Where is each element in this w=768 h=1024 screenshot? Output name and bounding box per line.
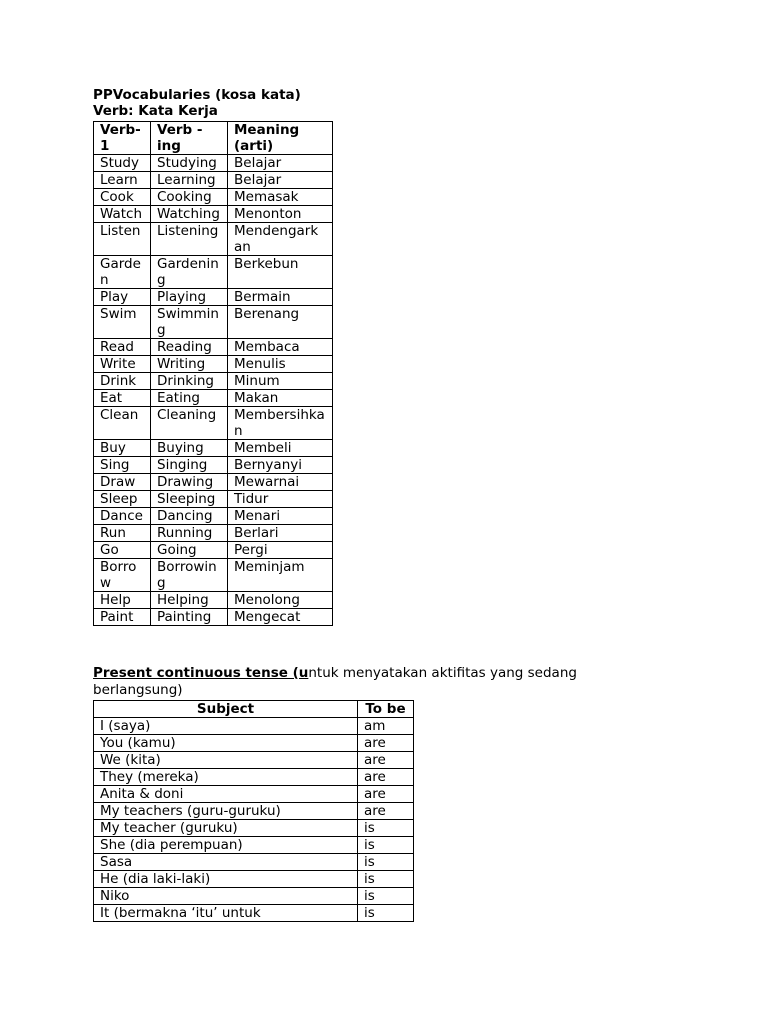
verb-ing-cell: Reading <box>151 339 228 356</box>
verb-ing-cell: Studying <box>151 155 228 172</box>
verb-ing-cell: Dancing <box>151 508 228 525</box>
meaning-cell: Makan <box>228 390 333 407</box>
table-row <box>94 735 414 752</box>
verb-base-cell: Drink <box>94 373 151 390</box>
table-row <box>94 718 414 735</box>
to-be-cell: am <box>358 718 414 735</box>
meaning-cell: Menonton <box>228 206 333 223</box>
table-row <box>94 491 333 508</box>
table-row <box>94 474 333 491</box>
verb-base-cell: Dance <box>94 508 151 525</box>
meaning-cell: Menulis <box>228 356 333 373</box>
to-be-cell: are <box>358 769 414 786</box>
to-be-cell: are <box>358 786 414 803</box>
table-row <box>94 803 414 820</box>
table-row <box>94 786 414 803</box>
meaning-cell: Menolong <box>228 592 333 609</box>
verb-ing-cell: Buying <box>151 440 228 457</box>
to-be-cell: are <box>358 803 414 820</box>
verb-base-cell: Help <box>94 592 151 609</box>
subject-cell: We (kita) <box>94 752 358 769</box>
verb-base-cell: Listen <box>94 223 151 256</box>
table-row <box>94 837 414 854</box>
subject-cell: My teacher (guruku) <box>94 820 358 837</box>
verb-ing-cell: Swimming <box>151 306 228 339</box>
table-row <box>94 407 333 440</box>
table-header-row <box>94 122 333 155</box>
verb-ing-cell: Eating <box>151 390 228 407</box>
header-subject: Subject <box>94 701 358 718</box>
table-row <box>94 339 333 356</box>
table-row <box>94 905 414 922</box>
table-row <box>94 769 414 786</box>
meaning-cell: Mewarnai <box>228 474 333 491</box>
verb-base-cell: Sing <box>94 457 151 474</box>
to-be-cell: is <box>358 888 414 905</box>
table-row <box>94 854 414 871</box>
meaning-cell: Belajar <box>228 155 333 172</box>
verb-ing-cell: Gardening <box>151 256 228 289</box>
verb-ing-cell: Playing <box>151 289 228 306</box>
subject-cell: My teachers (guru-guruku) <box>94 803 358 820</box>
verb-ing-cell: Running <box>151 525 228 542</box>
meaning-cell: Pergi <box>228 542 333 559</box>
to-be-cell: are <box>358 752 414 769</box>
table-row <box>94 508 333 525</box>
subject-cell: It (bermakna ‘itu’ untuk <box>94 905 358 922</box>
document-title: PPVocabularies (kosa kata) <box>93 87 301 103</box>
header-verb-1: Verb-1 <box>94 122 151 155</box>
table-row <box>94 373 333 390</box>
table-row <box>94 306 333 339</box>
to-be-cell: is <box>358 905 414 922</box>
table-row <box>94 440 333 457</box>
table-row <box>94 206 333 223</box>
table-row <box>94 871 414 888</box>
verb-ing-cell: Singing <box>151 457 228 474</box>
verb-base-cell: Play <box>94 289 151 306</box>
subject-cell: Niko <box>94 888 358 905</box>
table-row <box>94 888 414 905</box>
verb-base-cell: Go <box>94 542 151 559</box>
meaning-cell: Berenang <box>228 306 333 339</box>
meaning-cell: Memasak <box>228 189 333 206</box>
verb-ing-cell: Going <box>151 542 228 559</box>
to-be-cell: is <box>358 854 414 871</box>
to-be-cell: is <box>358 837 414 854</box>
subject-cell: Sasa <box>94 854 358 871</box>
header-meaning: Meaning (arti) <box>228 122 333 155</box>
table-row <box>94 390 333 407</box>
table-row <box>94 256 333 289</box>
header-to-be: To be <box>358 701 414 718</box>
verb-base-cell: Paint <box>94 609 151 626</box>
table-row <box>94 609 333 626</box>
verb-vocabulary-table <box>93 121 333 626</box>
verb-base-cell: Buy <box>94 440 151 457</box>
verb-base-cell: Read <box>94 339 151 356</box>
meaning-cell: Bermain <box>228 289 333 306</box>
verb-ing-cell: Cleaning <box>151 407 228 440</box>
meaning-cell: Tidur <box>228 491 333 508</box>
verb-base-cell: Run <box>94 525 151 542</box>
present-continuous-table <box>93 700 414 922</box>
table-row <box>94 356 333 373</box>
table-row <box>94 189 333 206</box>
meaning-cell: Membeli <box>228 440 333 457</box>
verb-base-cell: Write <box>94 356 151 373</box>
verb-ing-cell: Listening <box>151 223 228 256</box>
subject-cell: You (kamu) <box>94 735 358 752</box>
section-heading-underlined: Present continuous tense (u <box>93 665 309 681</box>
to-be-cell: are <box>358 735 414 752</box>
meaning-cell: Berkebun <box>228 256 333 289</box>
section-heading-rest: ntuk menyatakan aktifitas yang sedang berlangsung) <box>93 665 577 698</box>
subject-cell: He (dia laki-laki) <box>94 871 358 888</box>
verb-ing-cell: Cooking <box>151 189 228 206</box>
verb-ing-cell: Borrowing <box>151 559 228 592</box>
meaning-cell: Meminjam <box>228 559 333 592</box>
verb-ing-cell: Drinking <box>151 373 228 390</box>
verb-base-cell: Cook <box>94 189 151 206</box>
table-row <box>94 559 333 592</box>
table-row <box>94 592 333 609</box>
subject-cell: I (saya) <box>94 718 358 735</box>
table-row <box>94 525 333 542</box>
to-be-cell: is <box>358 871 414 888</box>
verb-ing-cell: Learning <box>151 172 228 189</box>
meaning-cell: Berlari <box>228 525 333 542</box>
verb-base-cell: Garden <box>94 256 151 289</box>
to-be-cell: is <box>358 820 414 837</box>
verb-base-cell: Borrow <box>94 559 151 592</box>
table-row <box>94 172 333 189</box>
meaning-cell: Minum <box>228 373 333 390</box>
table-row <box>94 542 333 559</box>
meaning-cell: Membaca <box>228 339 333 356</box>
document-subtitle: Verb: Kata Kerja <box>93 103 218 119</box>
verb-base-cell: Eat <box>94 390 151 407</box>
verb-base-cell: Watch <box>94 206 151 223</box>
verb-base-cell: Learn <box>94 172 151 189</box>
verb-ing-cell: Watching <box>151 206 228 223</box>
section-heading <box>93 665 653 699</box>
table-row <box>94 223 333 256</box>
verb-base-cell: Draw <box>94 474 151 491</box>
subject-cell: They (mereka) <box>94 769 358 786</box>
meaning-cell: Mendengarkan <box>228 223 333 256</box>
meaning-cell: Menari <box>228 508 333 525</box>
subject-cell: Anita & doni <box>94 786 358 803</box>
meaning-cell: Mengecat <box>228 609 333 626</box>
verb-base-cell: Swim <box>94 306 151 339</box>
meaning-cell: Membersihkan <box>228 407 333 440</box>
table-row <box>94 457 333 474</box>
meaning-cell: Bernyanyi <box>228 457 333 474</box>
subject-cell: She (dia perempuan) <box>94 837 358 854</box>
verb-base-cell: Clean <box>94 407 151 440</box>
table-row <box>94 820 414 837</box>
header-verb-ing: Verb -ing <box>151 122 228 155</box>
table-header-row <box>94 701 414 718</box>
table-row <box>94 289 333 306</box>
verb-ing-cell: Sleeping <box>151 491 228 508</box>
verb-ing-cell: Painting <box>151 609 228 626</box>
verb-base-cell: Sleep <box>94 491 151 508</box>
verb-ing-cell: Writing <box>151 356 228 373</box>
table-row <box>94 155 333 172</box>
verb-ing-cell: Helping <box>151 592 228 609</box>
verb-base-cell: Study <box>94 155 151 172</box>
verb-ing-cell: Drawing <box>151 474 228 491</box>
meaning-cell: Belajar <box>228 172 333 189</box>
table-row <box>94 752 414 769</box>
